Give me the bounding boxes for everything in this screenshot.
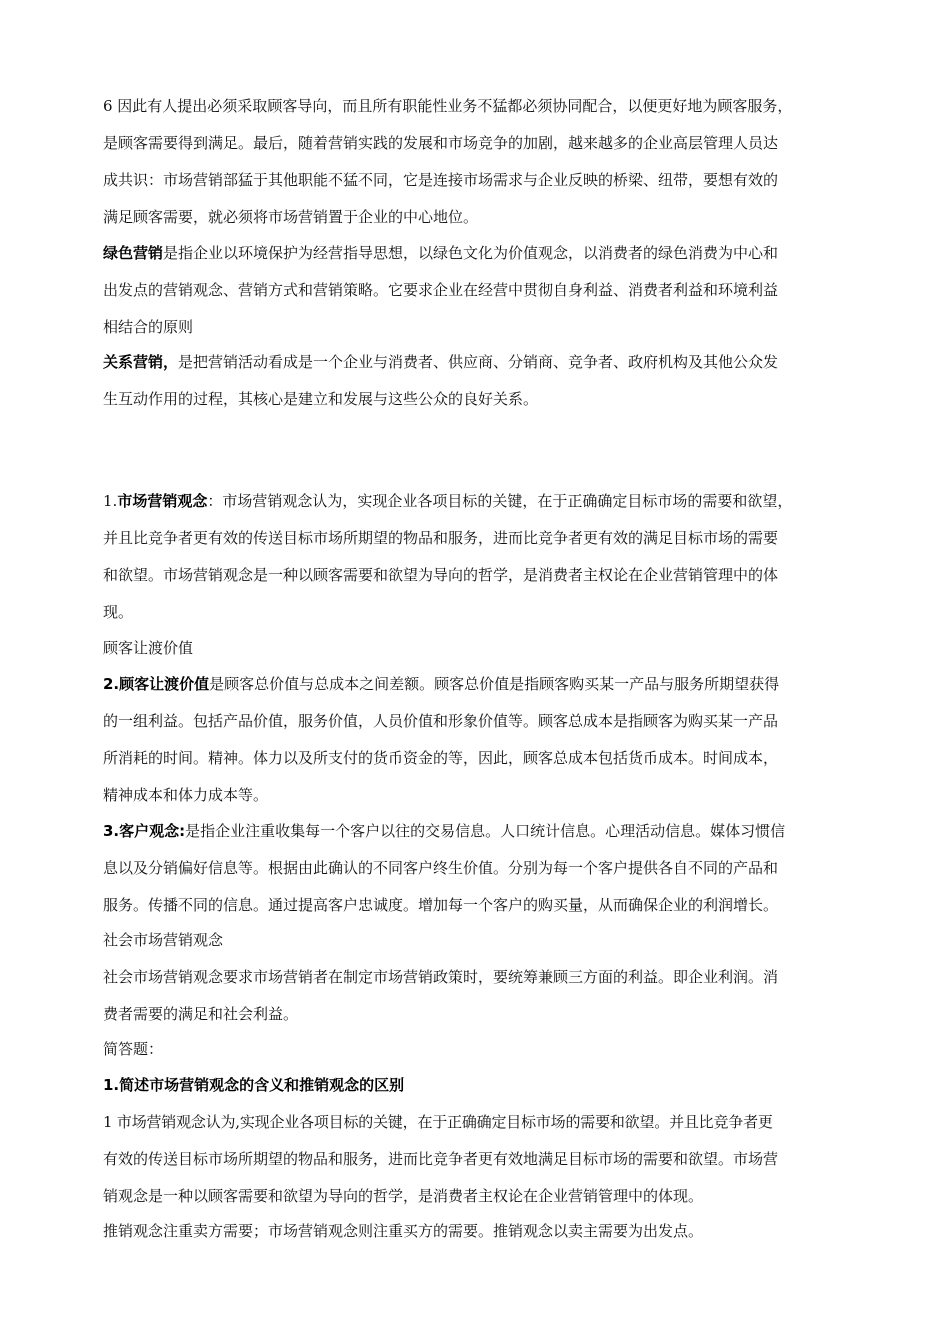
paragraph-line: 和欲望。市场营销观念是一种以顾客需要和欲望为导向的哲学，是消费者主权论在企业营销管理中的体 [103, 566, 779, 584]
definition-text: 是指企业以环境保护为经营指导思想，以绿色文化为价值观念，以消费者的绿色消费为中心和 [163, 244, 779, 262]
paragraph-line: 是顾客需要得到满足。最后，随着营销实践的发展和市场竞争的加剧，越来越多的企业高层管理人员达 [103, 134, 779, 152]
definition-text: ：市场营销观念认为，实现企业各项目标的关键，在于正确确定目标市场的需要和欲望， [207, 492, 793, 510]
question-title [103, 1074, 404, 1096]
paragraph-line: 息以及分销偏好信息等。根据由此确认的不同客户终生价值。分别为每一个客户提供各自不同的产品和 [103, 859, 779, 877]
short-answer-heading: 简答题： [103, 1040, 164, 1058]
green-marketing-term: 绿色营销 [103, 244, 164, 262]
section-heading: 社会市场营销观念 [103, 931, 224, 949]
paragraph-line: 出发点的营销观念、营销方式和营销策略。它要求企业在经营中贯彻自身利益、消费者利益和环境利益 [103, 281, 779, 299]
question-text: 1.简述市场营销观念的含义和推销观念的区别 [103, 1076, 405, 1094]
paragraph-line: 满足顾客需要，就必须将市场营销置于企业的中心地位。 [103, 208, 479, 226]
marketing-concept-term: 市场营销观念 [117, 492, 208, 510]
paragraph-line: 社会市场营销观念要求市场营销者在制定市场营销政策时，要统筹兼顾三方面的利益。即企业利润。消 [103, 968, 779, 986]
paragraph-line: 费者需要的满足和社会利益。 [103, 1005, 299, 1023]
customer-value-definition [103, 673, 779, 695]
paragraph-line: 6 因此有人提出必须采取顾客导向，而且所有职能性业务不猛都必须协同配合，以便更好地为顾客服务， [103, 97, 793, 115]
paragraph-line: 并且比竞争者更有效的传送目标市场所期望的物品和服务，进而比竞争者更有效的满足目标市场的需要 [103, 529, 779, 547]
green-marketing-definition [103, 242, 778, 264]
paragraph-line: 精神成本和体力成本等。 [103, 786, 269, 804]
paragraph-line: 所消耗的时间。精神。体力以及所支付的货币资金的等，因此，顾客总成本包括货币成本。时间成本， [103, 749, 779, 767]
item-number: 1. [103, 492, 118, 510]
definition-text: 是把营销活动看成是一个企业与消费者、供应商、分销商、竞争者、政府机构及其他公众发 [178, 353, 779, 371]
relationship-marketing-definition [103, 351, 778, 373]
customer-value-term: 2.顾客让渡价值 [103, 675, 210, 693]
section-heading: 顾客让渡价值 [103, 639, 194, 657]
paragraph-line: 推销观念注重卖方需要；市场营销观念则注重买方的需要。推销观念以卖主需要为出发点。 [103, 1222, 704, 1240]
paragraph-line: 现。 [103, 603, 134, 621]
relationship-marketing-term: 关系营销， [103, 353, 179, 371]
paragraph-line: 有效的传送目标市场所期望的物品和服务，进而比竞争者更有效地满足目标市场的需要和欲望。市场营 [103, 1150, 779, 1168]
paragraph-line: 销观念是一种以顾客需要和欲望为导向的哲学，是消费者主权论在企业营销管理中的体现。 [103, 1187, 704, 1205]
definition-text: 是顾客总价值与总成本之间差额。顾客总价值是指顾客购买某一产品与服务所期望获得 [209, 675, 780, 693]
paragraph-line: 服务。传播不同的信息。通过提高客户忠诚度。增加每一个客户的购买量，从而确保企业的利润增长。 [103, 896, 779, 914]
paragraph-line: 1 市场营销观念认为,实现企业各项目标的关键，在于正确确定目标市场的需要和欲望。并且比竞争者更 [103, 1113, 773, 1131]
definition-text: 是指企业注重收集每一个客户以往的交易信息。人口统计信息。心理活动信息。媒体习惯信 [185, 822, 786, 840]
paragraph-line: 生互动作用的过程，其核心是建立和发展与这些公众的良好关系。 [103, 390, 539, 408]
paragraph-line: 相结合的原则 [103, 318, 194, 336]
paragraph-line: 成共识：市场营销部猛于其他职能不猛不同，它是连接市场需求与企业反映的桥梁、纽带，要想有效的 [103, 171, 779, 189]
marketing-concept-definition [103, 490, 792, 512]
paragraph-line: 的一组利益。包括产品价值，服务价值，人员价值和形象价值等。顾客总成本是指顾客为购买某一产品 [103, 712, 779, 730]
customer-concept-term: 3.客户观念: [103, 822, 186, 840]
customer-concept-definition [103, 820, 785, 842]
